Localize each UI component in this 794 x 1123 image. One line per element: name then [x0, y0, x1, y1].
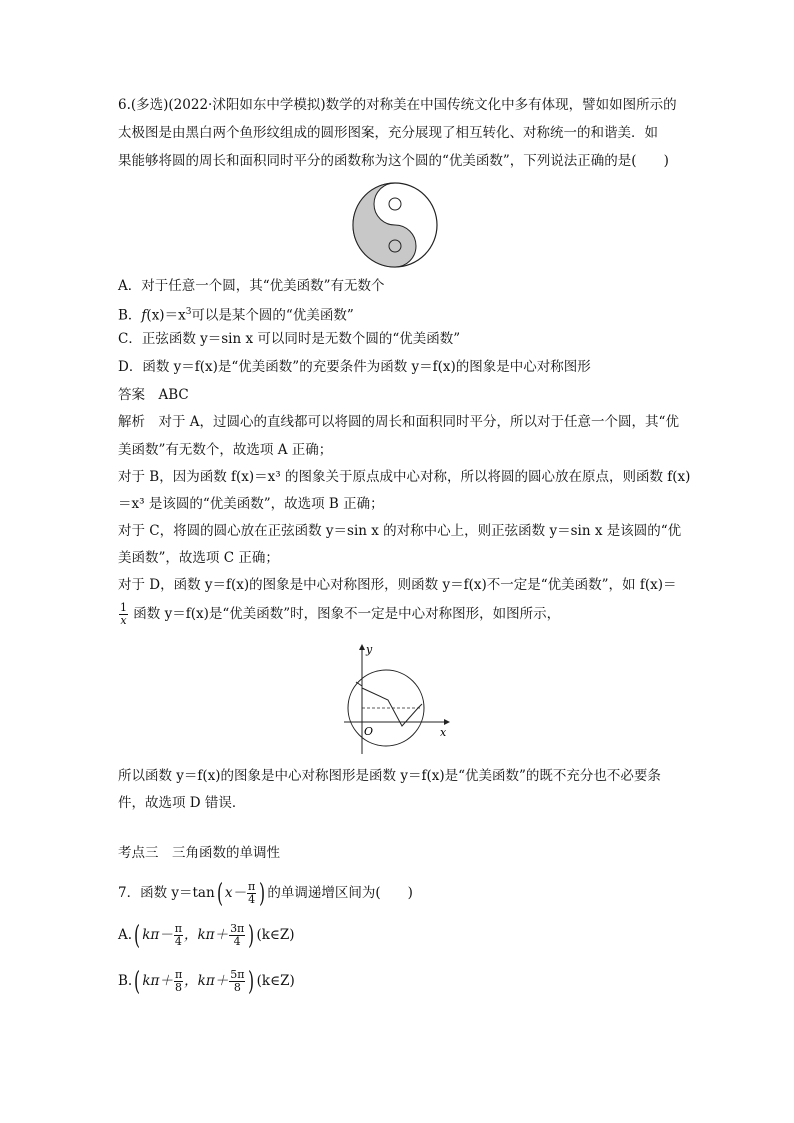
q7-option-a — [118, 920, 295, 950]
q7-option-b-tail: (k∈Z) — [256, 973, 295, 989]
q7-stem-prefix: 7．函数 y＝tan — [118, 885, 215, 901]
circle-graph-figure — [340, 642, 460, 757]
fraction-denominator: 8 — [233, 981, 241, 994]
q6-option-b-text: 可以是某个圆的“优美函数” — [191, 307, 354, 324]
fraction-numerator: π — [247, 880, 256, 893]
q7-option-b-term2: ，kπ＋ — [184, 973, 229, 989]
q6-option-b-label: B． — [118, 307, 142, 324]
q7-option-a-term2: ，kπ＋ — [184, 927, 229, 943]
analysis-line2: 美函数”有无数个，故选项 A 正确； — [118, 442, 333, 458]
analysis-label: 解析 — [118, 414, 145, 430]
taiji-dot-top — [389, 198, 401, 210]
q7-stem-suffix: 的单调递增区间为( ) — [267, 885, 413, 901]
fraction — [174, 969, 183, 994]
y-axis-arrow — [359, 644, 365, 650]
q7-option-a-term1: kπ－ — [142, 927, 173, 943]
fraction-denominator: 4 — [248, 893, 256, 906]
q6-option-b — [118, 302, 354, 326]
q7-option-b — [118, 966, 295, 996]
right-paren: ) — [248, 920, 255, 951]
q6-option-b-sup: 3 — [185, 307, 192, 317]
fraction-numerator: 5π — [230, 968, 245, 981]
analysis-line9: 所以函数 y＝f(x)的图象是中心对称图形是函数 y＝f(x)是“优美函数”的既不充分也不必要条 — [118, 768, 661, 784]
q7-stem — [118, 878, 413, 908]
analysis-line1 — [118, 412, 679, 432]
answer-value: ABC — [158, 387, 189, 403]
fraction-pi-over-4 — [247, 881, 256, 906]
q6-option-b-x: (x)＝x — [146, 307, 186, 324]
taiji-figure — [350, 180, 440, 270]
fraction-numerator: 1 — [120, 601, 127, 614]
analysis-text-8: 函数 y＝f(x)是“优美函数”时，图象不一定是中心对称图形，如图所示， — [133, 606, 561, 622]
q6-stem-line3: 果能够将圆的周长和面积同时平分的函数称为这个圆的“优美函数”，下列说法正确的是( ) — [118, 153, 669, 169]
fraction-denominator: 8 — [175, 981, 183, 994]
section-title: 考点三 三角函数的单调性 — [118, 845, 280, 861]
analysis-line8 — [118, 602, 560, 627]
q7-stem-inner: x－ — [224, 885, 246, 901]
right-paren: ) — [248, 966, 255, 997]
analysis-line5: 对于 C，将圆的圆心放在正弦函数 y＝sin x 的对称中心上，则正弦函数 y＝sin x 是该圆的“优 — [118, 523, 682, 539]
q7-option-a-label: A. — [118, 927, 133, 943]
y-axis-label: y — [366, 643, 373, 656]
origin-label: O — [364, 725, 374, 738]
right-paren: ) — [259, 878, 266, 909]
q6-option-c: C．正弦函数 y＝sin x 可以同时是无数个圆的“优美函数” — [118, 331, 461, 347]
analysis-line4: ＝x³ 是该圆的“优美函数”，故选项 B 正确； — [118, 496, 384, 512]
fraction-numerator: 3π — [230, 922, 245, 935]
answer-label: 答案 — [118, 387, 145, 403]
fraction — [229, 923, 245, 948]
answer-line — [118, 385, 189, 405]
analysis-line6: 美函数”，故选项 C 正确； — [118, 550, 279, 566]
analysis-line3: 对于 B，因为函数 f(x)＝x³ 的图象关于原点成中心对称，所以将圆的圆心放在原点，则函数 f(x) — [118, 469, 691, 485]
q6-option-b-f: f — [141, 307, 147, 324]
x-axis-label: x — [440, 726, 447, 739]
fraction — [174, 923, 183, 948]
fraction-numerator: π — [174, 922, 182, 935]
q7-option-a-tail: (k∈Z) — [256, 927, 295, 943]
taiji-dot-bottom — [389, 240, 401, 252]
fraction-numerator: π — [174, 968, 183, 981]
fraction-denominator: 4 — [174, 935, 182, 948]
left-paren: ( — [134, 920, 141, 951]
fraction — [229, 969, 245, 994]
q7-option-b-term1: kπ＋ — [142, 973, 173, 989]
analysis-text-1: 对于 A，过圆心的直线都可以将圆的周长和面积同时平分，所以对于任意一个圆，其“优 — [158, 414, 679, 430]
x-axis-arrow — [444, 719, 450, 725]
function-curve — [362, 684, 422, 726]
q6-stem-line2: 太极图是由黑白两个鱼形纹组成的圆形图案，充分展现了相互转化、对称统一的和谐美．如 — [118, 125, 658, 141]
q7-option-b-label: B. — [118, 973, 133, 989]
left-paren: ( — [216, 878, 223, 909]
analysis-line10: 件，故选项 D 错误． — [118, 795, 246, 811]
fraction-denominator: x — [120, 614, 127, 627]
q6-option-a: A．对于任意一个圆，其“优美函数”有无数个 — [118, 278, 385, 294]
left-paren: ( — [134, 966, 141, 997]
fraction-denominator: 4 — [233, 935, 241, 948]
analysis-line7: 对于 D，函数 y＝f(x)的图象是中心对称图形，则函数 y＝f(x)不一定是“优美函数”，如 f(x)＝ — [118, 577, 677, 593]
q6-option-d: D．函数 y＝f(x)是“优美函数”的充要条件为函数 y＝f(x)的图象是中心对称图形 — [118, 359, 591, 375]
fraction-1-over-x — [119, 602, 128, 627]
q6-stem-line1: 6.(多选)(2022·沭阳如东中学模拟)数学的对称美在中国传统文化中多有体现，譬如如图所示的 — [118, 97, 677, 113]
